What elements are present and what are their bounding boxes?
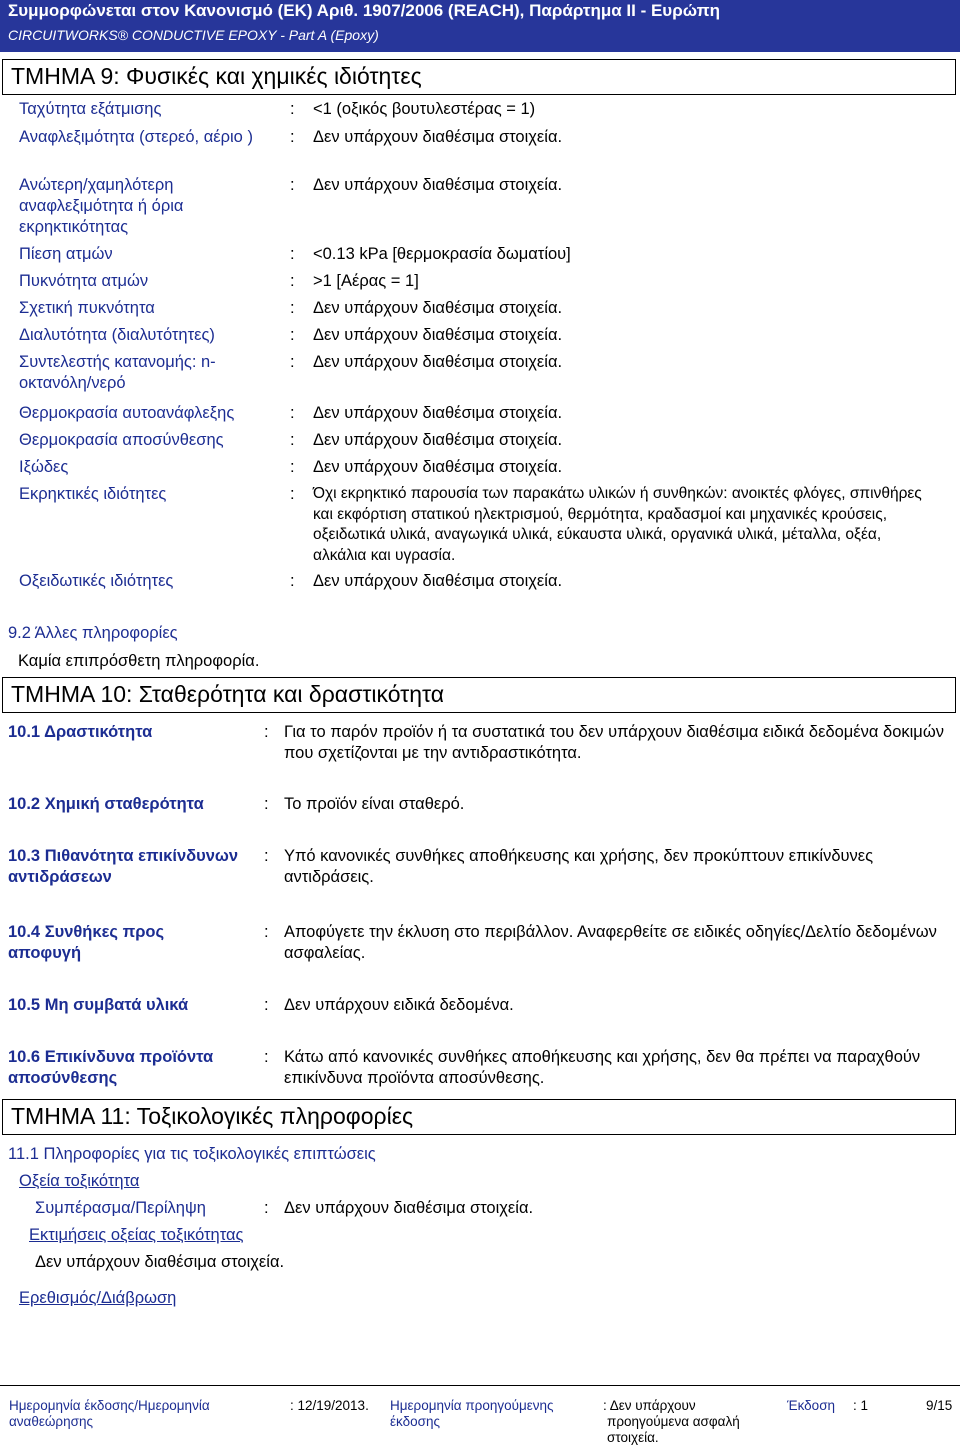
stability-value: Για το παρόν προϊόν ή τα συστατικά του δεν υπάρχουν διαθέσιμα ειδικά δεδομένα δοκιμών που σχετίζονται με την αντιδραστικότητα. [284,723,944,762]
regulation-title: Συμμορφώνεται στον Κανονισμό (ΕΚ) Αριθ. 1907/2006 (REACH), Παράρτημα ΙΙ - Ευρώπη [8,1,721,20]
property-label: Πίεση ατμών [19,245,113,263]
stability-value: Υπό κανονικές συνθήκες αποθήκευσης και χρήσης, δεν προκύπτουν επικίνδυνες αντιδράσεις. [284,847,874,886]
property-value: Δεν υπάρχουν διαθέσιμα στοιχεία. [313,404,563,422]
property-value: Όχι εκρηκτικό παρουσία των παρακάτω υλικών ή συνθηκών: ανοικτές φλόγες, σπινθήρες και εκφόρτιση στατικού ηλεκτρισμού, θερμότητα, κραδασμοί και μηχανικές κρούσεις, οξειδωτικά υλικά, αναγωγικά υλικά, εύκαυστα υλικά, οργανικά υλικά, μέταλλα, οξέα, αλκάλια και υγρασία. [313,485,922,564]
property-label: Ανώτερη/χαμηλότερη αναφλεξιμότητα ή όρια εκρηκτικότητας [19,176,184,236]
property-label: Θερμοκρασία αποσύνθεσης [19,431,224,449]
property-label: Σχετική πυκνότητα [19,299,155,317]
property-value: Δεν υπάρχουν διαθέσιμα στοιχεία. [313,176,563,194]
estimates-value: Δεν υπάρχουν διαθέσιμα στοιχεία. [35,1253,285,1271]
property-label: Ιξώδες [19,458,69,476]
property-value: Δεν υπάρχουν διαθέσιμα στοιχεία. [313,299,563,317]
stability-value: Κάτω από κανονικές συνθήκες αποθήκευσης και χρήσης, δεν θα πρέπει να παραχθούν επικίνδυνα προϊόντα αποσύνθεσης. [284,1048,921,1087]
issue-date-value: : 12/19/2013. [290,1398,369,1413]
previous-issue-label: Ημερομηνία προηγούμενης έκδοσης [390,1398,554,1429]
document-header [0,0,960,52]
property-value: Δεν υπάρχουν διαθέσιμα στοιχεία. [313,458,563,476]
property-value: Δεν υπάρχουν διαθέσιμα στοιχεία. [313,128,563,146]
version-value: : 1 [853,1398,869,1413]
estimates-heading: Εκτιμήσεις οξείας τοξικότητας [29,1226,244,1244]
property-label: Θερμοκρασία αυτοανάφλεξης [19,404,235,422]
property-label: Οξειδωτικές ιδιότητες [19,572,174,590]
product-name: CIRCUITWORKS® CONDUCTIVE EPOXY - Part A (Epoxy) [8,27,379,43]
acute-toxicity-heading: Οξεία τοξικότητα [19,1172,140,1190]
version-label: Έκδοση [787,1398,836,1413]
stability-value: Δεν υπάρχουν ειδικά δεδομένα. [284,996,514,1014]
irritation-heading: Ερεθισμός/Διάβρωση [19,1289,177,1307]
property-label: Πυκνότητα ατμών [19,272,149,290]
property-value: >1 [Αέρας = 1] [313,272,419,290]
property-value: <1 (οξικός βουτυλεστέρας = 1) [313,100,536,118]
conclusion-value: Δεν υπάρχουν διαθέσιμα στοιχεία. [284,1199,534,1217]
property-value: Δεν υπάρχουν διαθέσιμα στοιχεία. [313,431,563,449]
section-10-heading: ΤΜΗΜΑ 10: Σταθερότητα και δραστικότητα [2,677,956,713]
previous-issue-value: : Δεν υπάρχουν προηγούμενα ασφαλή στοιχεία. [603,1398,740,1445]
stability-value: Το προϊόν είναι σταθερό. [284,795,465,813]
property-label: Συντελεστής κατανομής: n-οκτανόλη/νερό [19,353,216,392]
property-label: Αναφλεξιμότητα (στερεό, αέριο ) [19,128,253,146]
stability-label: 10.3 Πιθανότητα επικίνδυνων αντιδράσεων [8,847,239,886]
stability-value: Αποφύγετε την έκλυση στο περιβάλλον. Αναφερθείτε σε ειδικές οδηγίες/Δελτίο δεδομένων ασφαλείας. [284,923,937,962]
other-info-heading: 9.2 Άλλες πληροφορίες [8,624,178,642]
section-11-heading: ΤΜΗΜΑ 11: Τοξικολογικές πληροφορίες [2,1099,956,1135]
footer-divider [0,1385,960,1386]
page-number: 9/15 [926,1398,953,1413]
conclusion-label: Συμπέρασμα/Περίληψη [35,1199,206,1217]
stability-label: 10.1 Δραστικότητα [8,723,153,741]
property-value: <0.13 kPa [θερμοκρασία δωματίου] [313,245,571,263]
property-value: Δεν υπάρχουν διαθέσιμα στοιχεία. [313,353,563,371]
other-info-text: Καμία επιπρόσθετη πληροφορία. [18,652,260,670]
section-9-heading: ΤΜΗΜΑ 9: Φυσικές και χημικές ιδιότητες [2,59,956,95]
property-label: Διαλυτότητα (διαλυτότητες) [19,326,215,344]
property-label: Εκρηκτικές ιδιότητες [19,485,167,503]
stability-label: 10.4 Συνθήκες προς αποφυγή [8,923,165,962]
stability-label: 10.6 Επικίνδυνα προϊόντα αποσύνθεσης [8,1048,214,1087]
stability-label: 10.2 Χημική σταθερότητα [8,795,204,813]
property-label: Ταχύτητα εξάτμισης [19,100,162,118]
property-value: Δεν υπάρχουν διαθέσιμα στοιχεία. [313,572,563,590]
issue-date-label: Ημερομηνία έκδοσης/Ημερομηνία αναθεώρησης [9,1398,210,1429]
toxicology-subheading: 11.1 Πληροφορίες για τις τοξικολογικές επιπτώσεις [8,1145,376,1163]
property-value: Δεν υπάρχουν διαθέσιμα στοιχεία. [313,326,563,344]
stability-label: 10.5 Μη συμβατά υλικά [8,996,189,1014]
